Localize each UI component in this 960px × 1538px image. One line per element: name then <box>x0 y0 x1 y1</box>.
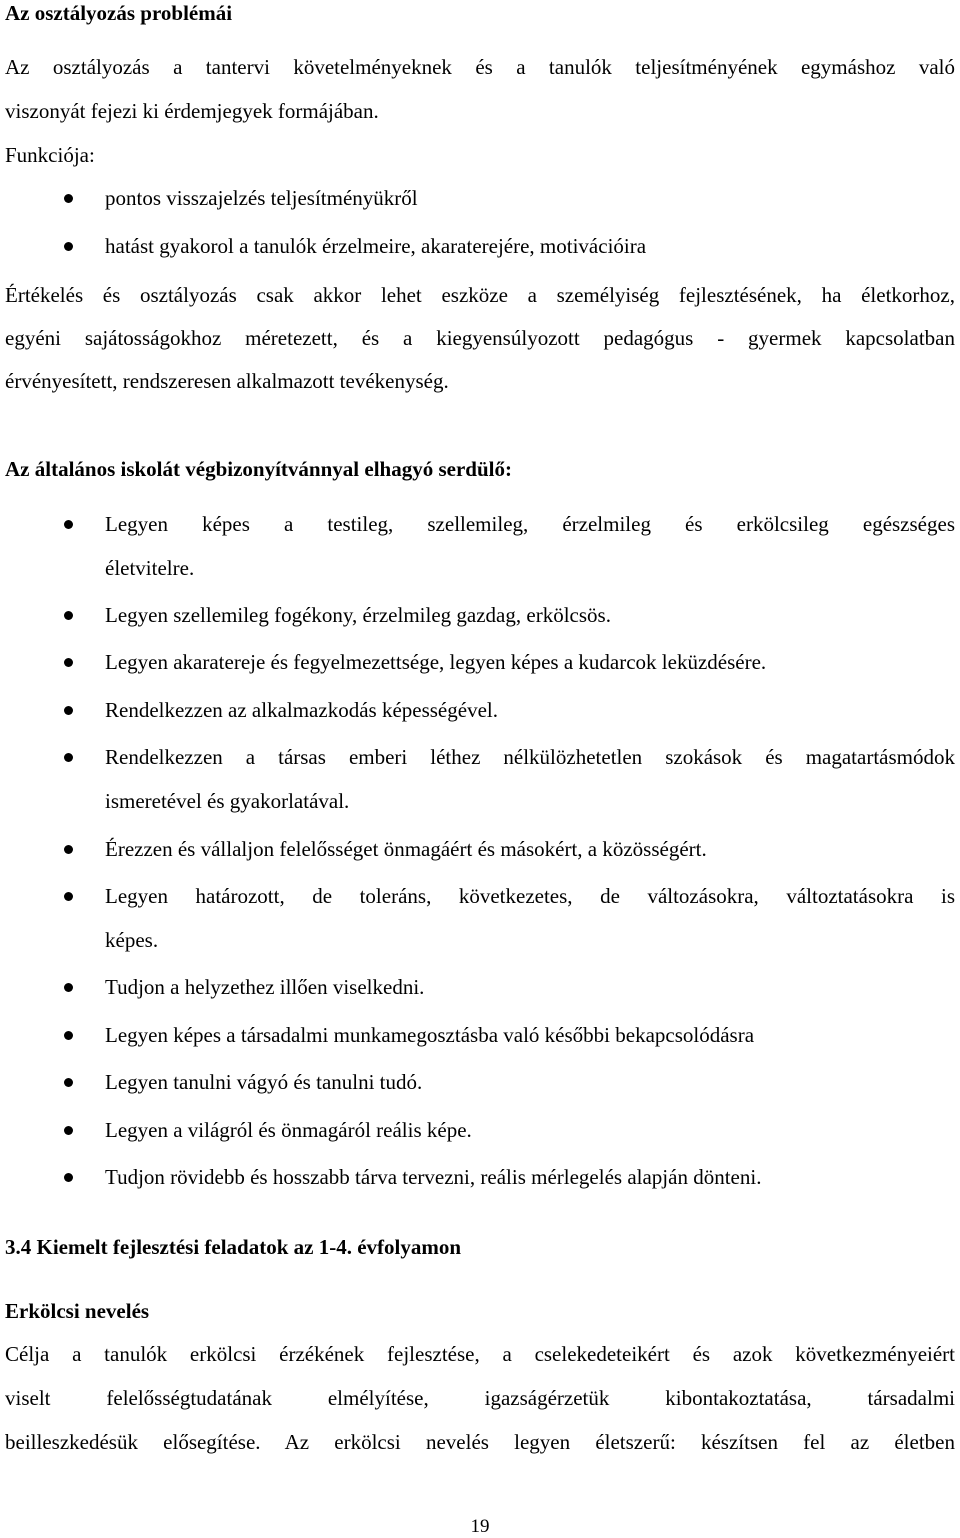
bullet-icon <box>64 194 73 203</box>
bullet-icon <box>64 658 73 667</box>
paragraph-line: érvényesített, rendszeresen alkalmazott tevékenység. <box>5 369 449 393</box>
list-item <box>0 186 960 234</box>
bullet-icon <box>64 845 73 854</box>
list-item-text: Rendelkezzen az alkalmazkodás képességével. <box>105 698 498 722</box>
list-item <box>0 603 960 651</box>
section-title-graduate: Az általános iskolát végbizonyítvánnyal elhagyó serdülő: <box>5 457 512 481</box>
paragraph-line: viszonyát fejezi ki érdemjegyek formájában. <box>5 99 379 123</box>
list-item-text: Legyen határozott, de toleráns, következetes, de változásokra, változtatásokra is <box>105 884 955 908</box>
list-item <box>0 1023 960 1071</box>
list-item <box>0 234 960 282</box>
paragraph-line: Célja a tanulók erkölcsi érzékének fejlesztése, a cselekedeteikért és azok következményeiért <box>5 1342 955 1366</box>
page-number: 19 <box>470 1516 490 1537</box>
list-item <box>0 650 960 698</box>
paragraph-line: Az osztályozás a tantervi követelményeknek és a tanulók teljesítményének egymáshoz való <box>5 55 955 79</box>
list-item-text-cont: életvitelre. <box>105 556 195 580</box>
list-item-text: Tudjon a helyzethez illően viselkedni. <box>105 975 425 999</box>
bullet-icon <box>64 753 73 762</box>
list-item-text: pontos visszajelzés teljesítményükről <box>105 186 418 210</box>
paragraph-line: Értékelés és osztályozás csak akkor lehet eszköze a személyiség fejlesztésének, ha életkorhoz, <box>5 283 955 307</box>
list-item <box>0 975 960 1023</box>
list-item-text: Legyen képes a testileg, szellemileg, érzelmileg és erkölcsileg egészséges <box>105 512 955 536</box>
section-title-development: 3.4 Kiemelt fejlesztési feladatok az 1-4. évfolyamon <box>5 1235 462 1259</box>
list-item-text: Érezzen és vállaljon felelősséget önmagáért és másokért, a közösségért. <box>105 837 707 861</box>
paragraph-line: viselt felelősségtudatának elmélyítése, igazságérzetük kibontakoztatása, társadalmi <box>5 1386 955 1410</box>
list-item-text-cont: képes. <box>105 928 159 952</box>
list-item <box>0 745 960 817</box>
section-title-grading: Az osztályozás problémái <box>5 1 233 25</box>
list-item-text: Rendelkezzen a társas emberi léthez nélkülözhetetlen szokások és magatartásmódok <box>105 745 955 769</box>
list-item <box>0 512 960 584</box>
list-item-text: Legyen képes a társadalmi munkamegosztásba való későbbi bekapcsolódásra <box>105 1023 755 1047</box>
paragraph-line: egyéni sajátosságokhoz méretezett, és a kiegyensúlyozott pedagógus - gyermek kapcsolatban <box>5 326 955 350</box>
paragraph-line: beilleszkedésük elősegítése. Az erkölcsi nevelés legyen életszerű: készítsen fel az életben <box>5 1430 955 1454</box>
bullet-icon <box>64 1078 73 1087</box>
list-item <box>0 884 960 956</box>
bullet-icon <box>64 1031 73 1040</box>
function-label: Funkciója: <box>5 143 95 167</box>
list-item-text: Legyen szellemileg fogékony, érzelmileg gazdag, erkölcsös. <box>105 603 611 627</box>
list-item <box>0 1118 960 1166</box>
list-item-text: Legyen tanulni vágyó és tanulni tudó. <box>105 1070 423 1094</box>
list-item <box>0 837 960 885</box>
bullet-icon <box>64 1126 73 1135</box>
list-item <box>0 698 960 746</box>
list-item <box>0 1070 960 1118</box>
list-item-text: Legyen akaratereje és fegyelmezettsége, legyen képes a kudarcok leküzdésére. <box>105 650 767 674</box>
list-item-text: Tudjon rövidebb és hosszabb tárva tervezni, reális mérlegelés alapján dönteni. <box>105 1165 762 1189</box>
list-item-text-cont: ismeretével és gyakorlatával. <box>105 789 350 813</box>
list-item-text: hatást gyakorol a tanulók érzelmeire, akaraterejére, motivációira <box>105 234 647 258</box>
bullet-icon <box>64 520 73 529</box>
list-item <box>0 1165 960 1213</box>
bullet-icon <box>64 983 73 992</box>
bullet-icon <box>64 611 73 620</box>
bullet-icon <box>64 706 73 715</box>
bullet-icon <box>64 242 73 251</box>
bullet-icon <box>64 1173 73 1182</box>
bullet-icon <box>64 892 73 901</box>
subsection-title-moral-education: Erkölcsi nevelés <box>5 1299 150 1323</box>
list-item-text: Legyen a világról és önmagáról reális képe. <box>105 1118 472 1142</box>
